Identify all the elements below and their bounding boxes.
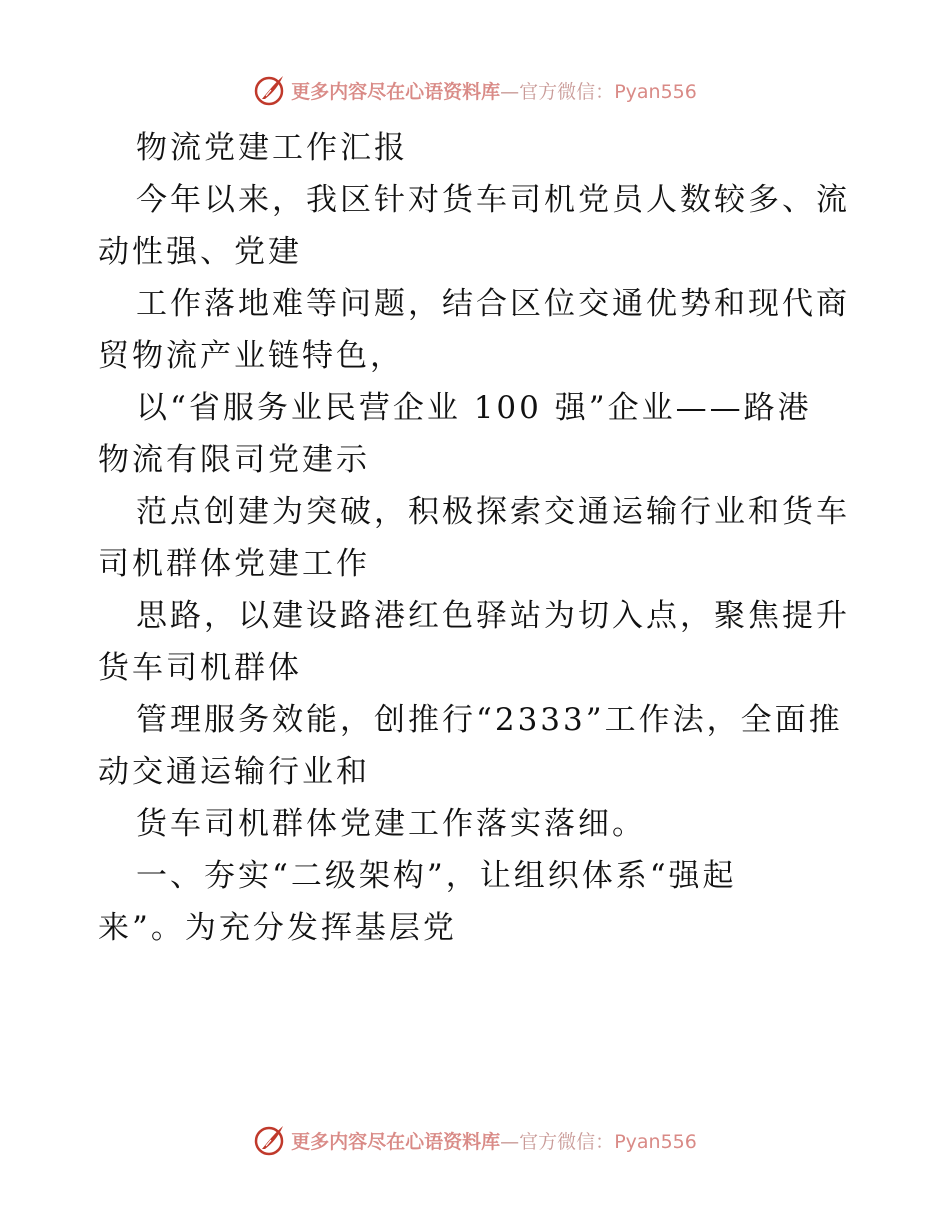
footer-banner-separator: — [500,1130,520,1153]
paragraph-line: 贸物流产业链特色， [98,338,404,374]
footer-banner-main: 更多内容尽在心语资料库 [291,1130,501,1153]
paragraph-line: 工作落地难等问题，结合区位交通优势和现代商 [136,286,850,322]
paragraph-line: 动交通运输行业和 [98,754,370,790]
paragraph-line: 来”。为充分发挥基层党 [98,910,457,946]
document-body [98,122,858,954]
paragraph-line: 管理服务效能，创推行“2333”工作法，全面推 [136,702,843,738]
document-title: 物流党建工作汇报 [136,130,408,166]
feather-pen-logo-icon [253,1123,287,1157]
feather-pen-logo-icon [253,73,287,107]
paragraph-line: 以“省服务业民营企业 100 强”企业——路港 [136,390,812,426]
footer-watermark-banner [0,1120,950,1160]
paragraph-line: 司机群体党建工作 [98,546,370,582]
section-heading-line: 一、夯实“二级架构”，让组织体系“强起 [136,858,737,894]
header-banner-label: 官方微信： [519,80,615,103]
paragraph-line: 货车司机群体党建工作落实落细。 [136,806,646,842]
footer-banner-id: Pyan556 [614,1130,697,1153]
header-banner-main: 更多内容尽在心语资料库 [291,80,501,103]
paragraph-line: 动性强、党建 [98,234,302,270]
header-banner-id: Pyan556 [614,80,697,103]
paragraph-line: 今年以来，我区针对货车司机党员人数较多、流 [136,182,850,218]
header-banner-separator: — [500,80,520,103]
header-watermark-banner [0,70,950,110]
paragraph-line: 货车司机群体 [98,650,302,686]
header-banner-text [291,77,697,104]
footer-banner-text [291,1127,697,1154]
paragraph-line: 范点创建为突破，积极探索交通运输行业和货车 [136,494,850,530]
paragraph-line: 物流有限司党建示 [98,442,370,478]
footer-banner-label: 官方微信： [519,1130,615,1153]
paragraph-line: 思路，以建设路港红色驿站为切入点，聚焦提升 [136,598,850,634]
